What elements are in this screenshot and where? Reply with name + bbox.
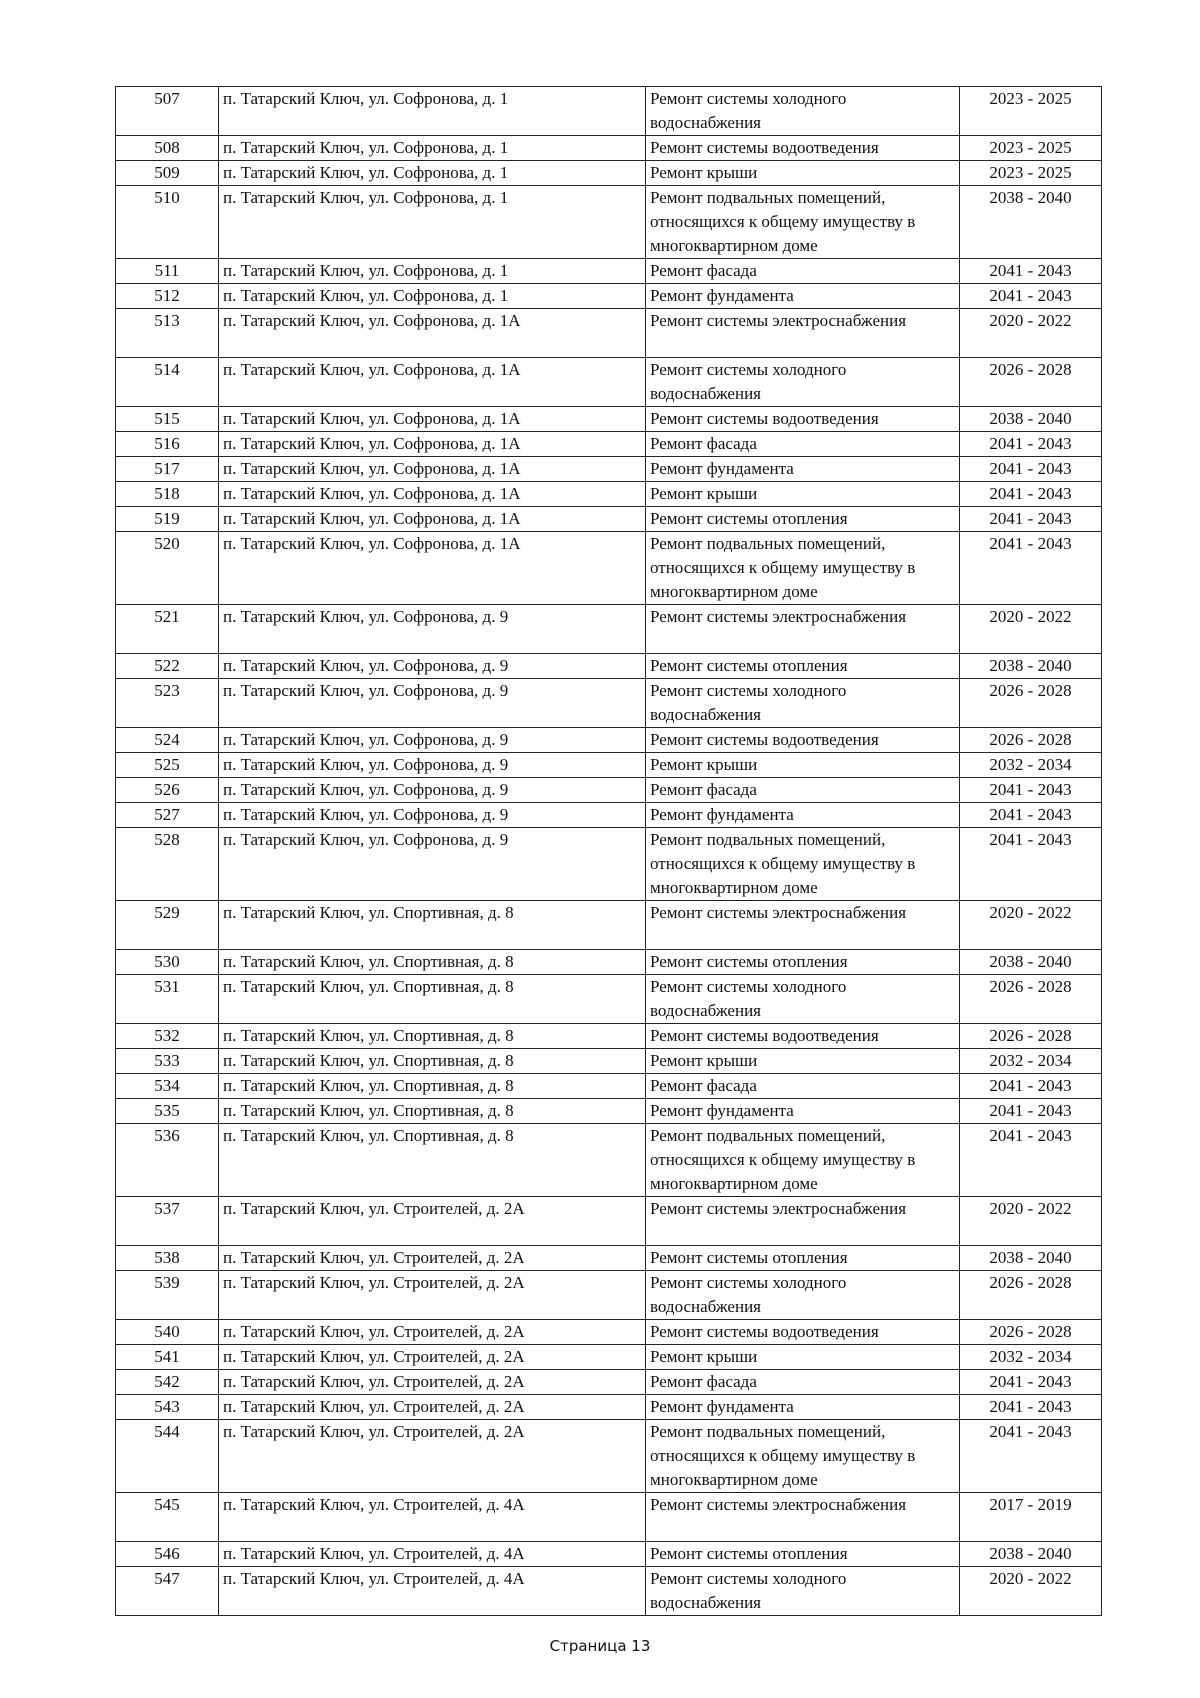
row-number: 533	[116, 1049, 219, 1074]
row-number: 512	[116, 284, 219, 309]
row-period: 2026 - 2028	[960, 728, 1102, 753]
row-work-type: Ремонт системы холодного водоснабжения	[646, 358, 960, 407]
table-row	[116, 161, 1102, 186]
row-number: 515	[116, 407, 219, 432]
row-period: 2038 - 2040	[960, 186, 1102, 259]
row-work-type: Ремонт фундамента	[646, 284, 960, 309]
row-work-type: Ремонт системы холодного водоснабжения	[646, 1567, 960, 1616]
table-row	[116, 1024, 1102, 1049]
row-work-type: Ремонт фасада	[646, 1074, 960, 1099]
row-work-type: Ремонт подвальных помещений, относящихся к общему имуществу в многоквартирном доме	[646, 532, 960, 605]
row-period: 2023 - 2025	[960, 161, 1102, 186]
table-row	[116, 753, 1102, 778]
row-period: 2041 - 2043	[960, 803, 1102, 828]
row-address: п. Татарский Ключ, ул. Софронова, д. 1А	[219, 432, 646, 457]
row-period: 2041 - 2043	[960, 1395, 1102, 1420]
row-period: 2041 - 2043	[960, 778, 1102, 803]
row-number: 534	[116, 1074, 219, 1099]
repair-schedule-table	[115, 86, 1102, 1616]
row-address: п. Татарский Ключ, ул. Строителей, д. 2А	[219, 1320, 646, 1345]
row-work-type: Ремонт крыши	[646, 161, 960, 186]
row-number: 517	[116, 457, 219, 482]
row-period: 2026 - 2028	[960, 1024, 1102, 1049]
table-row	[116, 136, 1102, 161]
row-address: п. Татарский Ключ, ул. Софронова, д. 9	[219, 828, 646, 901]
row-number: 541	[116, 1345, 219, 1370]
row-address: п. Татарский Ключ, ул. Софронова, д. 9	[219, 778, 646, 803]
row-address: п. Татарский Ключ, ул. Спортивная, д. 8	[219, 901, 646, 950]
row-number: 537	[116, 1197, 219, 1246]
row-work-type: Ремонт фундамента	[646, 1395, 960, 1420]
row-period: 2038 - 2040	[960, 654, 1102, 679]
table-row	[116, 1320, 1102, 1345]
row-address: п. Татарский Ключ, ул. Софронова, д. 1	[219, 87, 646, 136]
table-row	[116, 728, 1102, 753]
row-period: 2026 - 2028	[960, 1271, 1102, 1320]
row-number: 546	[116, 1542, 219, 1567]
row-period: 2041 - 2043	[960, 482, 1102, 507]
row-number: 535	[116, 1099, 219, 1124]
row-work-type: Ремонт системы отопления	[646, 654, 960, 679]
row-period: 2032 - 2034	[960, 1345, 1102, 1370]
row-period: 2041 - 2043	[960, 1370, 1102, 1395]
table-row	[116, 975, 1102, 1024]
row-work-type: Ремонт крыши	[646, 1345, 960, 1370]
row-work-type: Ремонт подвальных помещений, относящихся к общему имуществу в многоквартирном доме	[646, 1124, 960, 1197]
row-period: 2038 - 2040	[960, 1542, 1102, 1567]
table-row	[116, 1420, 1102, 1493]
table-row	[116, 309, 1102, 358]
row-period: 2041 - 2043	[960, 532, 1102, 605]
table-row	[116, 532, 1102, 605]
table-row	[116, 1395, 1102, 1420]
row-work-type: Ремонт системы холодного водоснабжения	[646, 87, 960, 136]
table-row	[116, 605, 1102, 654]
row-address: п. Татарский Ключ, ул. Строителей, д. 4А	[219, 1567, 646, 1616]
row-work-type: Ремонт фасада	[646, 259, 960, 284]
row-address: п. Татарский Ключ, ул. Спортивная, д. 8	[219, 1124, 646, 1197]
row-work-type: Ремонт системы холодного водоснабжения	[646, 679, 960, 728]
row-address: п. Татарский Ключ, ул. Строителей, д. 2А	[219, 1370, 646, 1395]
row-work-type: Ремонт крыши	[646, 753, 960, 778]
row-work-type: Ремонт системы водоотведения	[646, 136, 960, 161]
row-address: п. Татарский Ключ, ул. Софронова, д. 1А	[219, 507, 646, 532]
row-address: п. Татарский Ключ, ул. Софронова, д. 1	[219, 186, 646, 259]
row-address: п. Татарский Ключ, ул. Софронова, д. 1	[219, 284, 646, 309]
row-address: п. Татарский Ключ, ул. Софронова, д. 1	[219, 136, 646, 161]
row-number: 542	[116, 1370, 219, 1395]
row-work-type: Ремонт системы холодного водоснабжения	[646, 1271, 960, 1320]
row-work-type: Ремонт системы отопления	[646, 950, 960, 975]
table-row	[116, 1124, 1102, 1197]
table-row	[116, 457, 1102, 482]
row-period: 2041 - 2043	[960, 1074, 1102, 1099]
row-work-type: Ремонт фундамента	[646, 457, 960, 482]
row-work-type: Ремонт фасада	[646, 1370, 960, 1395]
table-row	[116, 1345, 1102, 1370]
table-row	[116, 407, 1102, 432]
row-work-type: Ремонт системы электроснабжения	[646, 1197, 960, 1246]
row-number: 520	[116, 532, 219, 605]
row-period: 2020 - 2022	[960, 605, 1102, 654]
table-row	[116, 284, 1102, 309]
row-address: п. Татарский Ключ, ул. Спортивная, д. 8	[219, 975, 646, 1024]
row-address: п. Татарский Ключ, ул. Софронова, д. 1	[219, 161, 646, 186]
row-number: 509	[116, 161, 219, 186]
table-row	[116, 1099, 1102, 1124]
table-row	[116, 1074, 1102, 1099]
row-work-type: Ремонт фундамента	[646, 803, 960, 828]
row-number: 531	[116, 975, 219, 1024]
row-period: 2023 - 2025	[960, 87, 1102, 136]
row-work-type: Ремонт крыши	[646, 482, 960, 507]
row-period: 2026 - 2028	[960, 358, 1102, 407]
row-address: п. Татарский Ключ, ул. Софронова, д. 9	[219, 605, 646, 654]
table-row	[116, 679, 1102, 728]
table-row	[116, 87, 1102, 136]
row-number: 522	[116, 654, 219, 679]
table-row	[116, 950, 1102, 975]
row-number: 525	[116, 753, 219, 778]
table-row	[116, 1271, 1102, 1320]
row-address: п. Татарский Ключ, ул. Спортивная, д. 8	[219, 1074, 646, 1099]
row-number: 545	[116, 1493, 219, 1542]
row-work-type: Ремонт системы электроснабжения	[646, 605, 960, 654]
row-number: 547	[116, 1567, 219, 1616]
row-period: 2020 - 2022	[960, 901, 1102, 950]
row-period: 2041 - 2043	[960, 284, 1102, 309]
row-address: п. Татарский Ключ, ул. Софронова, д. 1А	[219, 482, 646, 507]
row-address: п. Татарский Ключ, ул. Софронова, д. 1	[219, 259, 646, 284]
row-address: п. Татарский Ключ, ул. Строителей, д. 2А	[219, 1345, 646, 1370]
row-address: п. Татарский Ключ, ул. Софронова, д. 1А	[219, 532, 646, 605]
row-period: 2038 - 2040	[960, 1246, 1102, 1271]
row-address: п. Татарский Ключ, ул. Софронова, д. 1А	[219, 457, 646, 482]
row-period: 2041 - 2043	[960, 259, 1102, 284]
row-work-type: Ремонт фундамента	[646, 1099, 960, 1124]
table-row	[116, 432, 1102, 457]
row-period: 2041 - 2043	[960, 1124, 1102, 1197]
row-address: п. Татарский Ключ, ул. Софронова, д. 9	[219, 679, 646, 728]
row-work-type: Ремонт системы электроснабжения	[646, 1493, 960, 1542]
row-number: 516	[116, 432, 219, 457]
row-number: 540	[116, 1320, 219, 1345]
row-work-type: Ремонт системы водоотведения	[646, 1024, 960, 1049]
row-period: 2041 - 2043	[960, 507, 1102, 532]
row-address: п. Татарский Ключ, ул. Софронова, д. 9	[219, 803, 646, 828]
row-number: 521	[116, 605, 219, 654]
row-work-type: Ремонт системы отопления	[646, 507, 960, 532]
row-work-type: Ремонт фасада	[646, 432, 960, 457]
table-row	[116, 1246, 1102, 1271]
row-period: 2032 - 2034	[960, 753, 1102, 778]
row-period: 2041 - 2043	[960, 432, 1102, 457]
table-row	[116, 778, 1102, 803]
table-row	[116, 507, 1102, 532]
row-period: 2038 - 2040	[960, 950, 1102, 975]
row-number: 538	[116, 1246, 219, 1271]
row-number: 523	[116, 679, 219, 728]
row-period: 2026 - 2028	[960, 975, 1102, 1024]
table-row	[116, 358, 1102, 407]
row-address: п. Татарский Ключ, ул. Спортивная, д. 8	[219, 950, 646, 975]
row-address: п. Татарский Ключ, ул. Софронова, д. 1А	[219, 358, 646, 407]
table-row	[116, 186, 1102, 259]
row-number: 514	[116, 358, 219, 407]
row-number: 543	[116, 1395, 219, 1420]
row-number: 518	[116, 482, 219, 507]
row-number: 528	[116, 828, 219, 901]
row-address: п. Татарский Ключ, ул. Строителей, д. 2А	[219, 1246, 646, 1271]
row-work-type: Ремонт системы водоотведения	[646, 728, 960, 753]
row-period: 2041 - 2043	[960, 1420, 1102, 1493]
row-number: 524	[116, 728, 219, 753]
row-period: 2041 - 2043	[960, 1099, 1102, 1124]
row-number: 527	[116, 803, 219, 828]
row-work-type: Ремонт подвальных помещений, относящихся к общему имуществу в многоквартирном доме	[646, 828, 960, 901]
row-address: п. Татарский Ключ, ул. Софронова, д. 1А	[219, 407, 646, 432]
row-address: п. Татарский Ключ, ул. Спортивная, д. 8	[219, 1099, 646, 1124]
row-period: 2041 - 2043	[960, 457, 1102, 482]
row-work-type: Ремонт подвальных помещений, относящихся к общему имуществу в многоквартирном доме	[646, 1420, 960, 1493]
row-period: 2026 - 2028	[960, 679, 1102, 728]
table-row	[116, 901, 1102, 950]
table-body	[116, 87, 1102, 1616]
row-address: п. Татарский Ключ, ул. Софронова, д. 9	[219, 654, 646, 679]
row-number: 511	[116, 259, 219, 284]
row-work-type: Ремонт фасада	[646, 778, 960, 803]
table-row	[116, 828, 1102, 901]
table-row	[116, 482, 1102, 507]
table-row	[116, 803, 1102, 828]
row-period: 2017 - 2019	[960, 1493, 1102, 1542]
row-address: п. Татарский Ключ, ул. Строителей, д. 2А	[219, 1395, 646, 1420]
table-row	[116, 259, 1102, 284]
table-row	[116, 1197, 1102, 1246]
row-address: п. Татарский Ключ, ул. Спортивная, д. 8	[219, 1024, 646, 1049]
table-row	[116, 1567, 1102, 1616]
row-period: 2020 - 2022	[960, 1197, 1102, 1246]
page-number: Страница 13	[549, 1637, 651, 1655]
row-period: 2020 - 2022	[960, 1567, 1102, 1616]
row-address: п. Татарский Ключ, ул. Софронова, д. 1А	[219, 309, 646, 358]
row-address: п. Татарский Ключ, ул. Строителей, д. 2А	[219, 1271, 646, 1320]
row-address: п. Татарский Ключ, ул. Спортивная, д. 8	[219, 1049, 646, 1074]
row-work-type: Ремонт системы холодного водоснабжения	[646, 975, 960, 1024]
row-number: 536	[116, 1124, 219, 1197]
row-number: 507	[116, 87, 219, 136]
row-period: 2038 - 2040	[960, 407, 1102, 432]
row-number: 529	[116, 901, 219, 950]
row-period: 2020 - 2022	[960, 309, 1102, 358]
table-row	[116, 1493, 1102, 1542]
row-work-type: Ремонт системы электроснабжения	[646, 901, 960, 950]
row-address: п. Татарский Ключ, ул. Строителей, д. 2А	[219, 1197, 646, 1246]
row-period: 2032 - 2034	[960, 1049, 1102, 1074]
row-address: п. Татарский Ключ, ул. Строителей, д. 4А	[219, 1493, 646, 1542]
table-row	[116, 1370, 1102, 1395]
row-work-type: Ремонт системы водоотведения	[646, 1320, 960, 1345]
row-address: п. Татарский Ключ, ул. Строителей, д. 4А	[219, 1542, 646, 1567]
row-work-type: Ремонт крыши	[646, 1049, 960, 1074]
row-period: 2023 - 2025	[960, 136, 1102, 161]
row-address: п. Татарский Ключ, ул. Софронова, д. 9	[219, 753, 646, 778]
row-number: 544	[116, 1420, 219, 1493]
row-period: 2026 - 2028	[960, 1320, 1102, 1345]
row-work-type: Ремонт подвальных помещений, относящихся к общему имуществу в многоквартирном доме	[646, 186, 960, 259]
row-work-type: Ремонт системы отопления	[646, 1542, 960, 1567]
row-number: 530	[116, 950, 219, 975]
row-number: 526	[116, 778, 219, 803]
row-number: 513	[116, 309, 219, 358]
row-number: 510	[116, 186, 219, 259]
row-period: 2041 - 2043	[960, 828, 1102, 901]
row-work-type: Ремонт системы отопления	[646, 1246, 960, 1271]
row-number: 539	[116, 1271, 219, 1320]
row-number: 532	[116, 1024, 219, 1049]
row-address: п. Татарский Ключ, ул. Строителей, д. 2А	[219, 1420, 646, 1493]
row-work-type: Ремонт системы электроснабжения	[646, 309, 960, 358]
table-row	[116, 654, 1102, 679]
row-work-type: Ремонт системы водоотведения	[646, 407, 960, 432]
row-number: 508	[116, 136, 219, 161]
row-address: п. Татарский Ключ, ул. Софронова, д. 9	[219, 728, 646, 753]
row-number: 519	[116, 507, 219, 532]
table-row	[116, 1542, 1102, 1567]
table-row	[116, 1049, 1102, 1074]
